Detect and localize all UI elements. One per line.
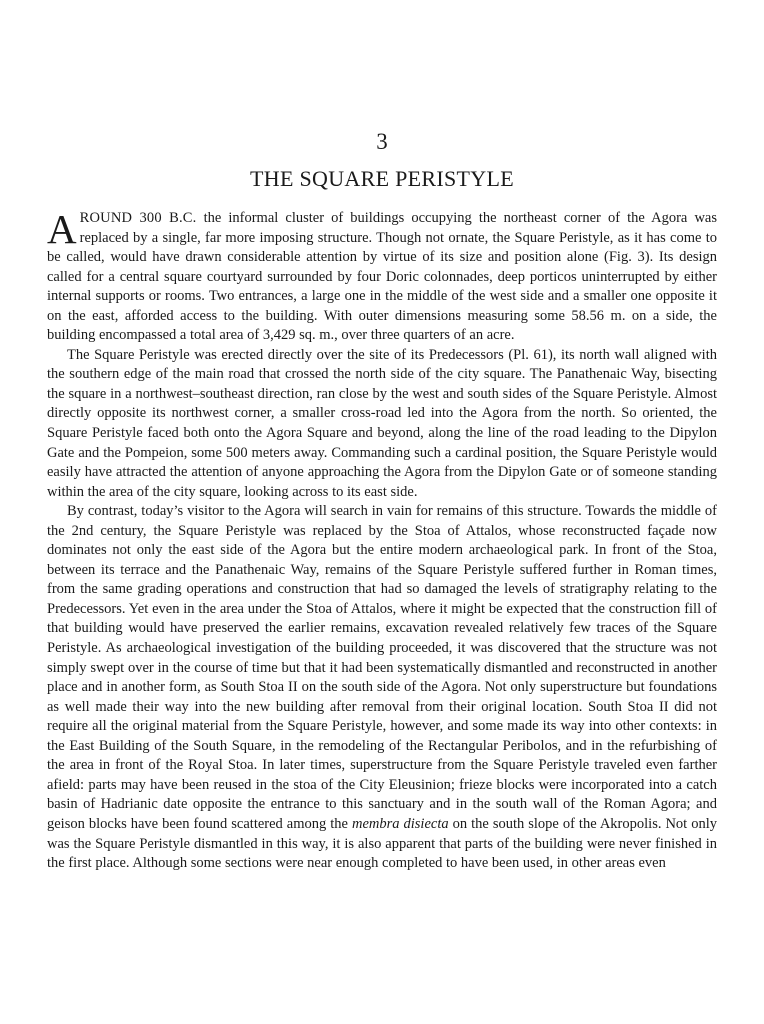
- paragraph-1: [47, 206, 717, 346]
- paragraph-2: [47, 346, 717, 502]
- paragraph-3-text-after: on the south slope of the Akropolis. Not only was the Square Peristyle dismantled in this way, it is also apparent that parts of the building were never finished in the first place. Although some sections were near enough completed to have been used, in other areas even: [47, 815, 717, 872]
- drop-cap: A: [47, 206, 77, 252]
- body-text: [47, 206, 717, 874]
- chapter-number: 3: [376, 129, 388, 154]
- paragraph-3-text-before: By contrast, today’s visitor to the Agora will search in vain for remains of this structure. Towards the middle of the 2nd century, the Square Peristyle was replaced by the Stoa of Attalos, whose reconstructed façade now dominates not only the east side of the Agora but the entire modern archaeological park. In front of the Stoa, between its terrace and the Panathenaic Way, remains of the Square Peristyle suffered further in Roman times, from the same grading operations and construction that had so damaged the levels of stratigraphy relating to the Predecessors. Yet even in the area under the Stoa of Attalos, where it might be expected that the construction fill of that building would have preserved the earlier remains, excavation revealed relatively few traces of the Square Peristyle. As archaeological investigation of the building proceeded, it was discovered that the structure was not simply swept over in the course of time but that it had been systematically dismantled and reconstructed in another place and in another form, as South Stoa II on the south side of the Agora. Not only superstructure but foundations as well made their way into the new building after removal from their original location. South Stoa II did not require all the original material from the Square Peristyle, however, and some made its way into other contexts: in the East Building of the South Square, in the remodeling of the Rectangular Peribolos, and in the refurbishing of the area in front of the Royal Stoa. In later times, superstructure from the Square Peristyle traveled even farther afield: parts may have been reused in the stoa of the City Eleusinion; frieze blocks were incorporated into a catch basin of Hadrianic date opposite the entrance to this sanctuary and in the south wall of the Roman Agora; and geison blocks have been found scattered among the: [47, 503, 717, 832]
- paragraph-3-italic: membra disiecta: [351, 815, 449, 832]
- paragraph-2-text: The Square Peristyle was erected directly over the site of its Predecessors (Pl. 61), its north wall aligned with the southern edge of the main road that crossed the north side of the city square. The Panathenaic Way, bisecting the square in a northwest–southeast direction, ran close by the west and south sides of the Square Peristyle. Almost directly opposite its northwest corner, a smaller cross-road led into the Agora from the north. So oriented, the Square Peristyle faced both onto the Agora Square and beyond, along the line of the road leading to the Dipylon Gate and the Pompeion, some 500 meters away. Commanding such a cardinal position, the Square Peristyle would easily have attracted the attention of anyone approaching the Agora from the Dipylon Gate or of someone standing within the area of the city square, looking across to its east side.: [47, 346, 717, 500]
- paragraph-3: [47, 502, 717, 873]
- chapter-title: THE SQUARE PERISTYLE: [250, 166, 514, 191]
- paragraph-1-lead: ROUND 300 B.C.: [79, 210, 197, 226]
- paragraph-1-text: the informal cluster of buildings occupying the northeast corner of the Agora was replaced by a single, far more imposing structure. Though not ornate, the Square Peristyle, as it has come to be called, would have drawn considerable attention by virtue of its size and position alone (Fig. 3). Its design called for a central square courtyard surrounded by four Doric colonnades, deep porticos uninterrupted by either internal supports or rooms. Two entrances, a large one in the middle of the west side and a smaller one opposite it on the east, afforded access to the building. With outer dimensions measuring some 58.56 m. on a side, the building encompassed a total area of 3,429 sq. m., over three quarters of an acre.: [47, 210, 717, 344]
